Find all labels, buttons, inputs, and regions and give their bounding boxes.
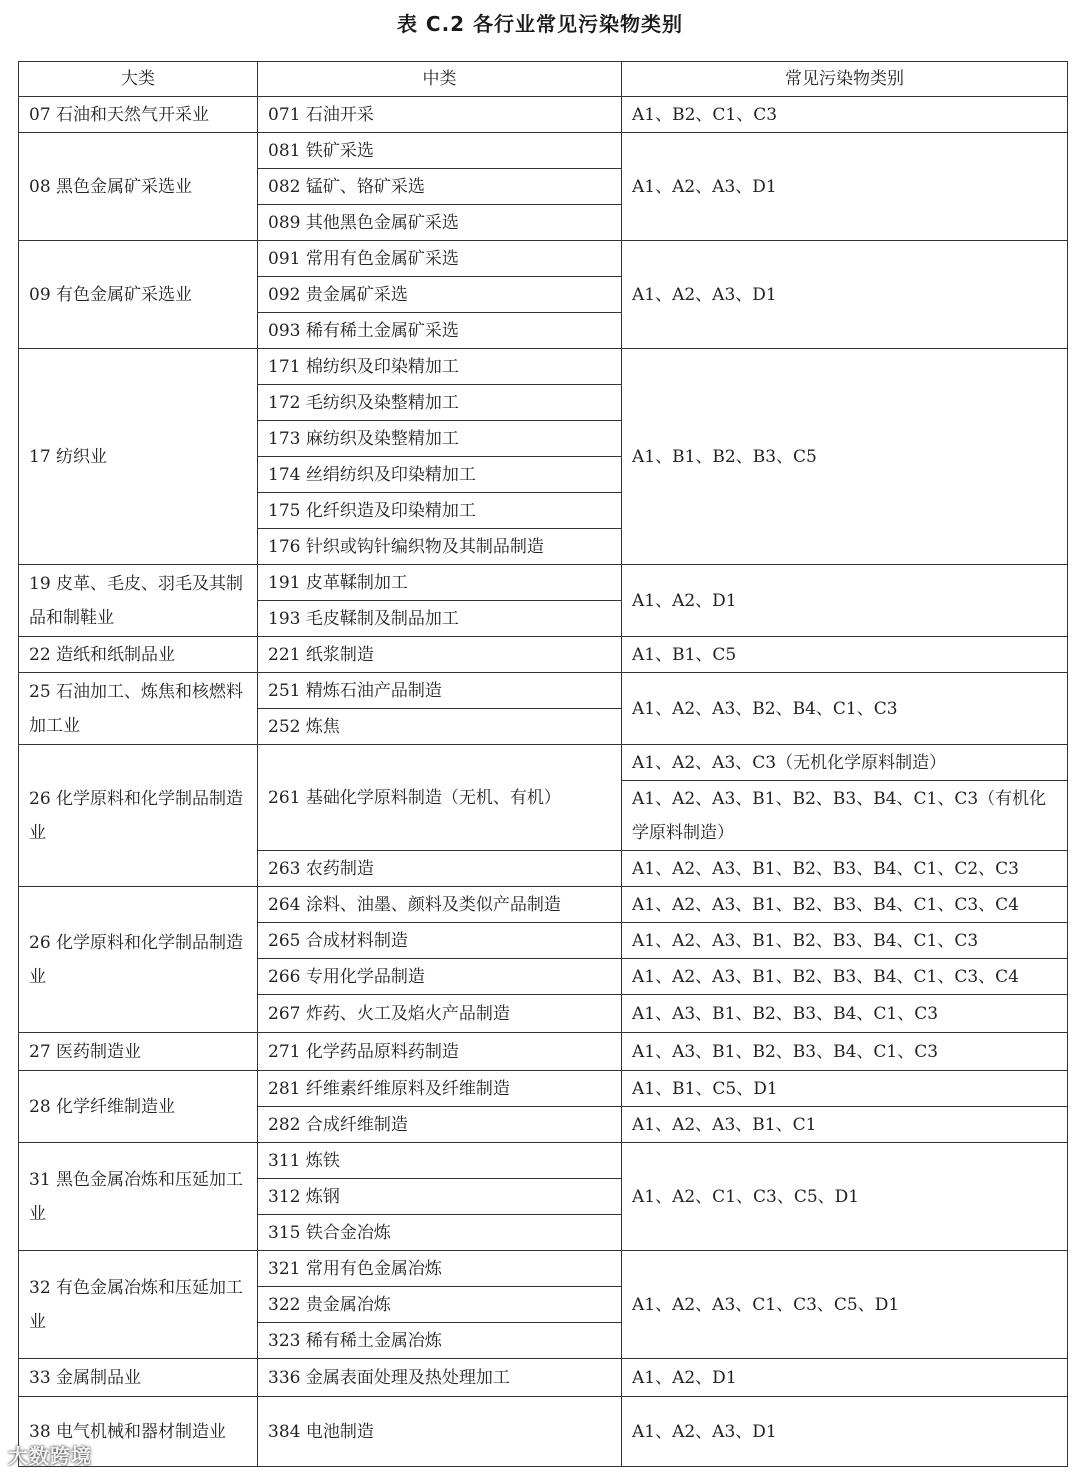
- pollutant-cell: A1、A2、D1: [622, 1359, 1068, 1397]
- pollutant-cell: A1、A2、A3、B2、B4、C1、C3: [622, 673, 1068, 745]
- table-row: [19, 637, 1068, 673]
- category-cell: 33 金属制品业: [19, 1359, 258, 1397]
- header-subcategory: 中类: [258, 62, 622, 97]
- category-cell: 22 造纸和纸制品业: [19, 637, 258, 673]
- pollutant-cell: A1、A2、A3、D1: [622, 133, 1068, 241]
- pollutant-cell: A1、B1、B2、B3、C5: [622, 349, 1068, 565]
- subcategory-cell: 175 化纤织造及印染精加工: [258, 493, 622, 529]
- pollutant-cell: A1、A2、C1、C3、C5、D1: [622, 1143, 1068, 1251]
- category-cell: 27 医药制造业: [19, 1033, 258, 1071]
- pollutant-cell: A1、A3、B1、B2、B3、B4、C1、C3: [622, 1033, 1068, 1071]
- table-row: [19, 349, 1068, 385]
- category-cell: 07 石油和天然气开采业: [19, 97, 258, 133]
- subcategory-cell: 282 合成纤维制造: [258, 1107, 622, 1143]
- watermark: 大数跨境: [8, 1444, 92, 1468]
- table-row: [19, 241, 1068, 277]
- pollutant-cell: A1、A2、A3、B1、B2、B3、B4、C1、C3（有机化学原料制造）: [622, 781, 1068, 851]
- table-row: [19, 1033, 1068, 1071]
- subcategory-cell: 173 麻纺织及染整精加工: [258, 421, 622, 457]
- subcategory-cell: 336 金属表面处理及热处理加工: [258, 1359, 622, 1397]
- table-row: [19, 133, 1068, 169]
- table-row: [19, 1251, 1068, 1287]
- subcategory-cell: 091 常用有色金属矿采选: [258, 241, 622, 277]
- pollutant-cell: A1、A2、A3、C3（无机化学原料制造）: [622, 745, 1068, 781]
- subcategory-cell: 071 石油开采: [258, 97, 622, 133]
- category-cell: 31 黑色金属冶炼和压延加工业: [19, 1143, 258, 1251]
- subcategory-cell: 191 皮革鞣制加工: [258, 565, 622, 601]
- header-category: 大类: [19, 62, 258, 97]
- subcategory-cell: 281 纤维素纤维原料及纤维制造: [258, 1071, 622, 1107]
- category-cell: 25 石油加工、炼焦和核燃料加工业: [19, 673, 258, 745]
- subcategory-cell: 322 贵金属冶炼: [258, 1287, 622, 1323]
- category-cell: 26 化学原料和化学制品制造业: [19, 745, 258, 887]
- subcategory-cell: 311 炼铁: [258, 1143, 622, 1179]
- subcategory-cell: 384 电池制造: [258, 1397, 622, 1467]
- category-cell: 09 有色金属矿采选业: [19, 241, 258, 349]
- subcategory-cell: 267 炸药、火工及焰火产品制造: [258, 995, 622, 1033]
- pollutant-table: [18, 61, 1068, 1467]
- table-row: [19, 1397, 1068, 1467]
- category-cell: 28 化学纤维制造业: [19, 1071, 258, 1143]
- subcategory-cell: 266 专用化学品制造: [258, 959, 622, 995]
- subcategory-cell: 265 合成材料制造: [258, 923, 622, 959]
- subcategory-cell: 172 毛纺织及染整精加工: [258, 385, 622, 421]
- table-row: [19, 565, 1068, 601]
- category-cell: 32 有色金属冶炼和压延加工业: [19, 1251, 258, 1359]
- subcategory-cell: 312 炼钢: [258, 1179, 622, 1215]
- subcategory-cell: 193 毛皮鞣制及制品加工: [258, 601, 622, 637]
- category-cell: 19 皮革、毛皮、羽毛及其制品和制鞋业: [19, 565, 258, 637]
- subcategory-cell: 081 铁矿采选: [258, 133, 622, 169]
- subcategory-cell: 271 化学药品原料药制造: [258, 1033, 622, 1071]
- subcategory-cell: 251 精炼石油产品制造: [258, 673, 622, 709]
- subcategory-cell: 221 纸浆制造: [258, 637, 622, 673]
- table-row: [19, 1359, 1068, 1397]
- pollutant-cell: A1、A2、A3、B1、B2、B3、B4、C1、C3、C4: [622, 887, 1068, 923]
- pollutant-cell: A1、A2、A3、D1: [622, 1397, 1068, 1467]
- subcategory-cell: 315 铁合金冶炼: [258, 1215, 622, 1251]
- table-row: [19, 97, 1068, 133]
- category-cell: 38 电气机械和器材制造业: [19, 1397, 258, 1467]
- table-row: [19, 1143, 1068, 1179]
- subcategory-cell: 252 炼焦: [258, 709, 622, 745]
- pollutant-cell: A1、A2、A3、B1、B2、B3、B4、C1、C2、C3: [622, 851, 1068, 887]
- category-cell: 08 黑色金属矿采选业: [19, 133, 258, 241]
- subcategory-cell: 264 涂料、油墨、颜料及类似产品制造: [258, 887, 622, 923]
- pollutant-cell: A1、A2、A3、B1、B2、B3、B4、C1、C3: [622, 923, 1068, 959]
- pollutant-cell: A1、B2、C1、C3: [622, 97, 1068, 133]
- header-pollutants: 常见污染物类别: [622, 62, 1068, 97]
- category-cell: 26 化学原料和化学制品制造业: [19, 887, 258, 1033]
- table-row: [19, 745, 1068, 781]
- pollutant-cell: A1、A2、A3、B1、C1: [622, 1107, 1068, 1143]
- subcategory-cell: 321 常用有色金属冶炼: [258, 1251, 622, 1287]
- pollutant-cell: A1、A2、A3、B1、B2、B3、B4、C1、C3、C4: [622, 959, 1068, 995]
- header-row: [19, 62, 1068, 97]
- subcategory-cell: 171 棉纺织及印染精加工: [258, 349, 622, 385]
- table-title: 表 C.2 各行业常见污染物类别: [396, 12, 684, 36]
- subcategory-cell: 176 针织或钩针编织物及其制品制造: [258, 529, 622, 565]
- subcategory-cell: 261 基础化学原料制造（无机、有机）: [258, 745, 622, 851]
- pollutant-cell: A1、A2、D1: [622, 565, 1068, 637]
- pollutant-cell: A1、A2、A3、D1: [622, 241, 1068, 349]
- subcategory-cell: 323 稀有稀土金属冶炼: [258, 1323, 622, 1359]
- pollutant-cell: A1、A2、A3、C1、C3、C5、D1: [622, 1251, 1068, 1359]
- pollutant-cell: A1、A3、B1、B2、B3、B4、C1、C3: [622, 995, 1068, 1033]
- subcategory-cell: 263 农药制造: [258, 851, 622, 887]
- table-row: [19, 887, 1068, 923]
- table-row: [19, 673, 1068, 709]
- pollutant-cell: A1、B1、C5: [622, 637, 1068, 673]
- subcategory-cell: 089 其他黑色金属矿采选: [258, 205, 622, 241]
- subcategory-cell: 092 贵金属矿采选: [258, 277, 622, 313]
- subcategory-cell: 093 稀有稀土金属矿采选: [258, 313, 622, 349]
- table-row: [19, 1071, 1068, 1107]
- pollutant-cell: A1、B1、C5、D1: [622, 1071, 1068, 1107]
- category-cell: 17 纺织业: [19, 349, 258, 565]
- subcategory-cell: 174 丝绢纺织及印染精加工: [258, 457, 622, 493]
- subcategory-cell: 082 锰矿、铬矿采选: [258, 169, 622, 205]
